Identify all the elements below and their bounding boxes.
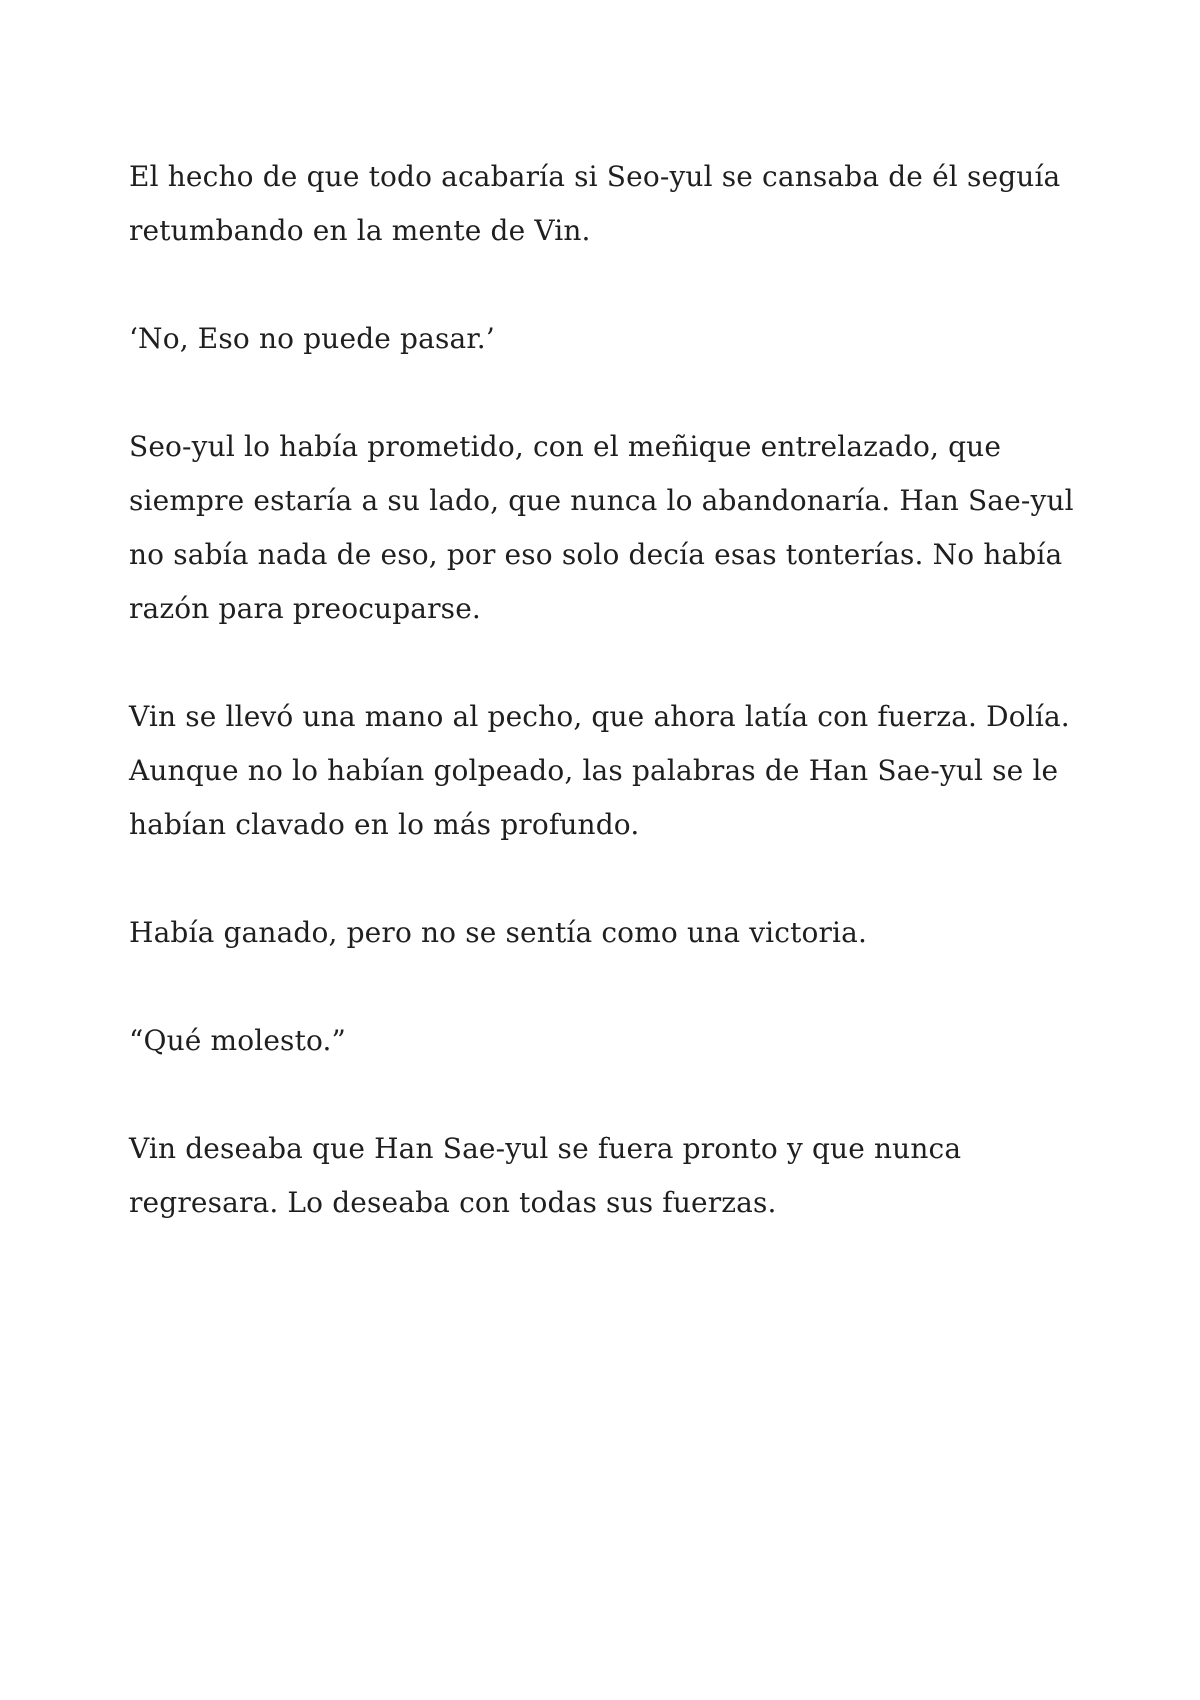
paragraph: Vin deseaba que Han Sae-yul se fuera pronto y que nunca regresara. Lo deseaba con todas sus fuerzas. — [129, 1132, 962, 1219]
paragraph: ‘No, Eso no puede pasar.’ — [129, 322, 495, 355]
paragraph: Seo-yul lo había prometido, con el meñique entrelazado, que siempre estaría a su lado, que nunca lo abandonaría. Han Sae-yul no sabía nada de eso, por eso solo decía esas tonterías. No había razón para preocuparse. — [129, 430, 1074, 625]
paragraph: Vin se llevó una mano al pecho, que ahora latía con fuerza. Dolía. Aunque no lo habían golpeado, las palabras de Han Sae-yul se le habían clavado en lo más profundo. — [129, 700, 1070, 841]
paragraph: El hecho de que todo acabaría si Seo-yul se cansaba de él seguía retumbando en la mente de Vin. — [129, 160, 1061, 247]
document-body — [129, 150, 1089, 1230]
paragraph: “Qué molesto.” — [129, 1024, 347, 1057]
paragraph: Había ganado, pero no se sentía como una victoria. — [129, 916, 868, 949]
